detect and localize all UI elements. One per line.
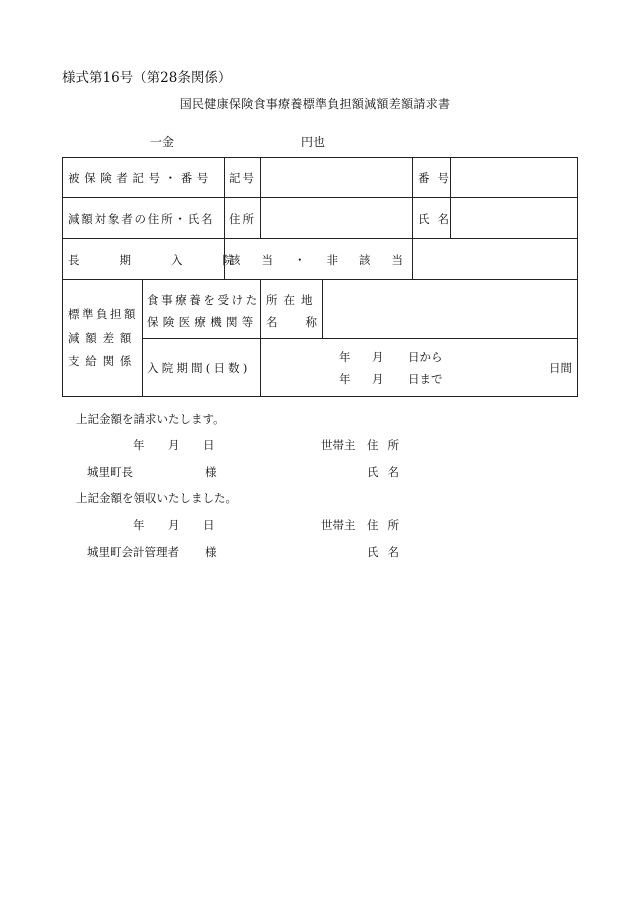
receipt-date-day: 日 [203, 518, 215, 532]
table-rule [62, 279, 578, 280]
insured-code-number-label: 被保険者記号・番号 [68, 171, 213, 185]
table-border-left [62, 157, 63, 397]
code-label: 記号 [229, 171, 256, 185]
request-date-year: 年 [133, 438, 145, 452]
request-honorific: 様 [205, 465, 217, 479]
location-label: 所在地 [266, 293, 319, 307]
table-border-top [62, 157, 578, 158]
request-statement: 上記金額を請求いたします。 [76, 412, 225, 426]
table-rule [142, 279, 143, 397]
request-date-month: 月 [168, 438, 180, 452]
admission-period-label: 入院期間(日数) [147, 361, 251, 375]
document-title: 国民健康保険食事療養標準負担額減額差額請求書 [179, 97, 451, 111]
request-address-label: 住所 [367, 438, 408, 452]
subject-address-name-label: 減額対象者の住所・氏名 [68, 212, 215, 226]
request-household-head: 世帯主 [321, 438, 356, 452]
receipt-statement: 上記金額を領収いたしました。 [76, 491, 237, 505]
receipt-date-year: 年 [133, 518, 145, 532]
amount-prefix: 一金 [150, 135, 175, 149]
receipt-addressee: 城里町会計管理者 [87, 545, 179, 559]
name-label: 氏名 [418, 212, 457, 226]
facility-name-label: 名称 [266, 315, 345, 329]
period-to-month: 月 [372, 372, 384, 386]
table-rule [260, 157, 261, 239]
table-border-right [577, 157, 578, 397]
facility-label-line2: 保険医療機関等 [147, 315, 258, 329]
receipt-honorific: 様 [205, 545, 217, 559]
table-rule [260, 279, 261, 397]
receipt-date-month: 月 [168, 518, 180, 532]
table-border-bottom [62, 396, 578, 397]
receipt-name-label: 氏名 [367, 545, 408, 559]
table-rule [62, 197, 578, 198]
amount-suffix: 円也 [301, 135, 326, 149]
number-label: 番号 [418, 171, 457, 185]
receipt-address-label: 住所 [367, 518, 408, 532]
request-name-label: 氏名 [367, 465, 408, 479]
period-to-day: 日まで [408, 372, 443, 386]
standard-burden-label-line3: 支給関係 [68, 354, 138, 368]
table-rule [142, 338, 578, 339]
receipt-household-head: 世帯主 [321, 518, 356, 532]
standard-burden-label-line1: 標準負担額 [68, 307, 138, 321]
applicability-options: 該当・非該当 [229, 253, 424, 267]
request-date-day: 日 [203, 438, 215, 452]
long-term-admission-label: 長期入院 [68, 253, 274, 267]
period-to-year: 年 [339, 372, 351, 386]
period-from-year: 年 [339, 350, 351, 364]
address-label: 住所 [229, 212, 256, 226]
facility-label-line1: 食事療養を受けた [147, 293, 260, 307]
table-rule [62, 238, 578, 239]
period-from-month: 月 [372, 350, 384, 364]
request-addressee: 城里町長 [87, 465, 133, 479]
form-number: 様式第16号（第28条関係） [62, 70, 232, 86]
table-rule [322, 279, 323, 339]
period-from-day: 日から [408, 350, 443, 364]
standard-burden-label-line2: 減額差額 [68, 331, 138, 345]
days-label: 日間 [549, 361, 572, 375]
